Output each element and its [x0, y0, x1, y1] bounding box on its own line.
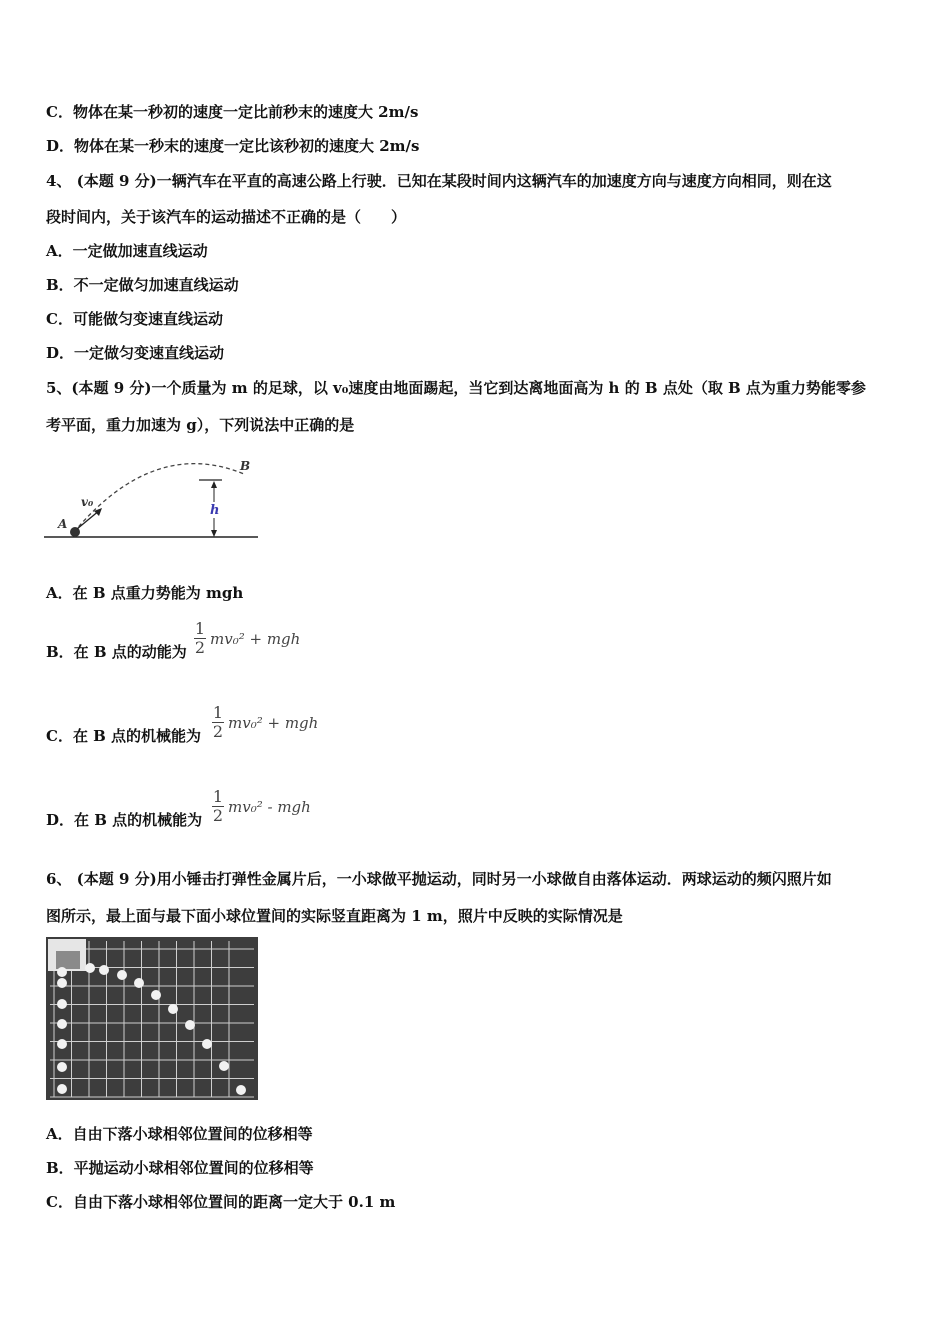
fraction-numerator: 1 — [194, 619, 206, 638]
q5-option-a: A．在 B 点重力势能为 mgh — [46, 584, 244, 602]
fraction-numerator: 1 — [212, 703, 224, 722]
q6-stem-line1: 6、 (本题 9 分)用小锤击打弹性金属片后，一小球做平抛运动，同时另一小球做自由落体运动．两球运动的频闪照片如 — [46, 870, 832, 888]
projectile-diagram — [44, 452, 264, 544]
free-fall-ball — [57, 999, 67, 1009]
q5-stem-line1: 5、(本题 9 分)一个质量为 m 的足球，以 v₀速度由地面踢起，当它到达离地面高为 h 的 B 点处（取 B 点为重力势能零参 — [46, 379, 866, 397]
free-fall-ball — [57, 978, 67, 988]
label-a: A — [58, 517, 68, 531]
projectile-ball — [219, 1061, 229, 1071]
free-fall-ball — [57, 967, 67, 977]
fraction-denominator: 2 — [212, 806, 224, 825]
q4-stem-line1: 4、 (本题 9 分)一辆汽车在平直的高速公路上行驶．已知在某段时间内这辆汽车的加速度方向与速度方向相同，则在这 — [46, 172, 832, 190]
fraction-numerator: 1 — [212, 787, 224, 806]
q6-option-c: C．自由下落小球相邻位置间的距离一定大于 0.1 m — [46, 1193, 396, 1211]
q5-option-d: D．在 B 点的机械能为 — [46, 811, 203, 829]
projectile-ball — [99, 965, 109, 975]
projectile-ball — [236, 1085, 246, 1095]
q5-option-c: C．在 B 点的机械能为 — [46, 727, 202, 745]
q6-stem-line2: 图所示，最上面与最下面小球位置间的实际竖直距离为 1 m，照片中反映的实际情况是 — [46, 907, 623, 925]
projectile-ball — [117, 970, 127, 980]
fraction-denominator: 2 — [194, 638, 206, 657]
label-h: h — [210, 503, 220, 518]
q5-option-d-expression: mv₀² - mgh — [228, 798, 311, 816]
q6-option-b: B．平抛运动小球相邻位置间的位移相等 — [46, 1159, 314, 1177]
q3-option-d: D．物体在某一秒末的速度一定比该秒初的速度大 2m/s — [46, 137, 420, 155]
q3-option-c: C．物体在某一秒初的速度一定比前秒末的速度大 2m/s — [46, 103, 419, 121]
projectile-ball — [168, 1004, 178, 1014]
q5-option-b: B．在 B 点的动能为 — [46, 643, 187, 661]
free-fall-ball — [57, 1019, 67, 1029]
projectile-ball — [151, 990, 161, 1000]
free-fall-ball — [57, 1039, 67, 1049]
label-b: B — [240, 459, 251, 473]
q4-option-b: B．不一定做匀加速直线运动 — [46, 276, 239, 294]
apparatus-inner — [56, 951, 80, 969]
q4-option-d: D．一定做匀变速直线运动 — [46, 344, 225, 362]
q6-option-a: A．自由下落小球相邻位置间的位移相等 — [46, 1125, 313, 1143]
q5-option-b-expression: mv₀² + mgh — [210, 630, 301, 648]
q5-option-d-fraction — [212, 788, 224, 825]
projectile-ball — [202, 1039, 212, 1049]
q4-option-a: A．一定做加速直线运动 — [46, 242, 208, 260]
projectile-ball — [85, 963, 95, 973]
label-v0: v₀ — [81, 495, 94, 509]
projectile-ball — [185, 1020, 195, 1030]
q5-option-c-fraction — [212, 704, 224, 741]
free-fall-ball — [57, 1062, 67, 1072]
q5-option-b-fraction — [194, 620, 206, 657]
q4-stem-line2: 段时间内，关于该汽车的运动描述不正确的是（ ） — [46, 208, 407, 226]
free-fall-ball — [57, 1084, 67, 1094]
q5-option-c-expression: mv₀² + mgh — [228, 714, 319, 732]
q4-option-c: C．可能做匀变速直线运动 — [46, 310, 223, 328]
height-down-arrow-icon — [211, 530, 217, 537]
q5-stem-line2: 考平面，重力加速为 g），下列说法中正确的是 — [46, 416, 355, 434]
strobe-photo — [46, 937, 258, 1100]
fraction-denominator: 2 — [212, 722, 224, 741]
trajectory-curve — [74, 464, 244, 532]
projectile-ball — [134, 978, 144, 988]
height-up-arrow-icon — [211, 481, 217, 488]
